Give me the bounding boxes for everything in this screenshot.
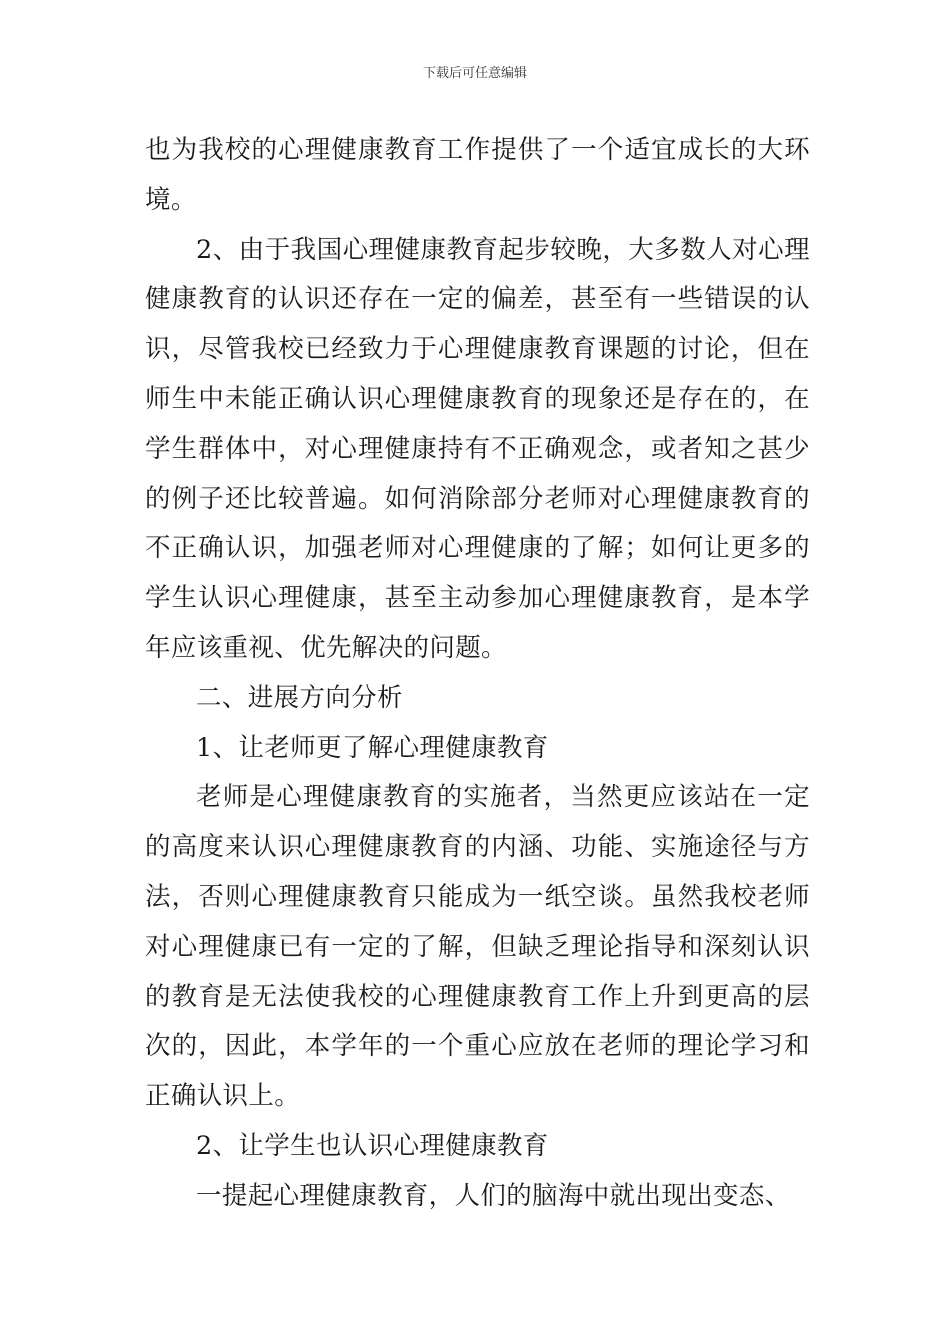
subheading-teachers: 1、让老师更了解心理健康教育: [196, 732, 549, 763]
section-heading-development: 二、进展方向分析: [196, 682, 403, 713]
paragraph-teachers: 老师是心理健康教育的实施者，当然更应该站在一定的高度来认识心理健康教育的内涵、功能、实施途径与方法，否则心理健康教育只能成为一纸空谈。虽然我校老师对心理健康已有一定的了解，但缺乏理论指导和深刻认识的教育是无法使我校的心理健康教育工作上升到更高的层次的，因此，本学年的一个重心应放在老师的理论学习和正确认识上。: [145, 782, 810, 1112]
paragraph-students: 一提起心理健康教育，人们的脑海中就出现出变态、: [196, 1180, 791, 1211]
page-header-note: 下载后可任意编辑: [422, 66, 527, 81]
paragraph-item-2: 2、由于我国心理健康教育起步较晚，大多数人对心理健康教育的认识还存在一定的偏差，甚至有一些错误的认识，尽管我校已经致力于心理健康教育课题的讨论，但在师生中未能正确认识心理健康教育的现象还是存在的，在学生群体中，对心理健康持有不正确观念，或者知之甚少的例子还比较普遍。如何消除部分老师对心理健康教育的不正确认识，加强老师对心理健康的了解；如何让更多的学生认识心理健康，甚至主动参加心理健康教育，是本学年应该重视、优先解决的问题。: [145, 234, 810, 663]
subheading-students: 2、让学生也认识心理健康教育: [196, 1130, 549, 1161]
paragraph-continuation: 也为我校的心理健康教育工作提供了一个适宜成长的大环境。: [145, 135, 810, 215]
document-body: [145, 126, 810, 1222]
